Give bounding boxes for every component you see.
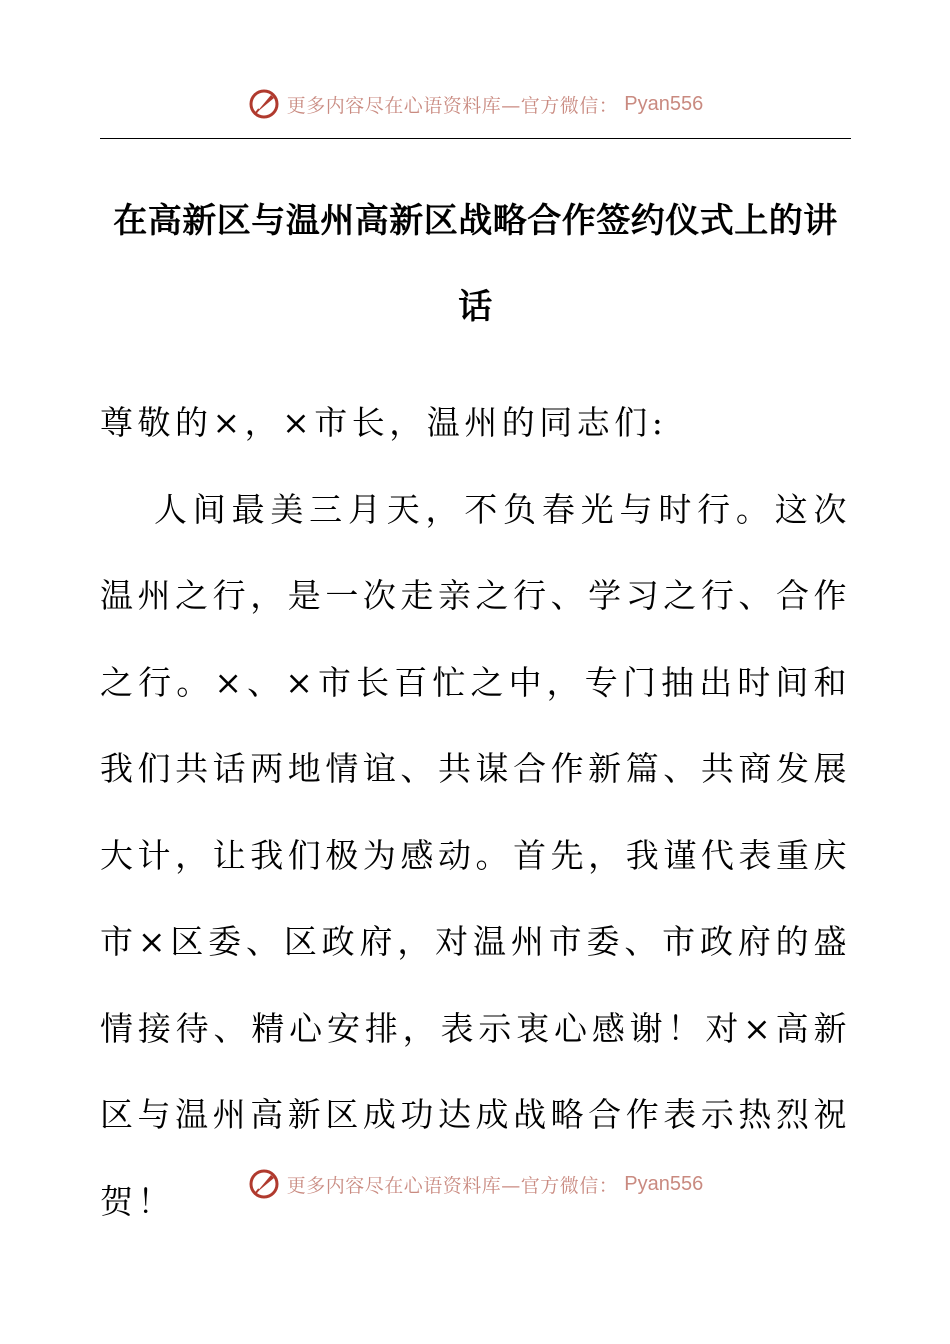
quill-logo-icon: [247, 1167, 281, 1201]
greeting-line: 尊敬的×，×市长，温州的同志们:: [100, 403, 668, 442]
watermark-wechat-id: Pyan556: [624, 1172, 704, 1195]
title-line-1: 在高新区与温州高新区战略合作签约仪式上的讲: [113, 201, 838, 241]
header-rule: [100, 138, 851, 139]
footer-watermark: [0, 1164, 950, 1204]
paragraph-1: 人间最美三月天，不负春光与时行。这次温州之行，是一次走亲之行、学习之行、合作之行。×、×市长百忙之中，专门抽出时间和我们共话两地情谊、共谋合作新篇、共商发展大计，让我们极为感动。首先，我谨代表重庆市×区委、区政府，对温州市委、市政府的盛情接待、精心安排，表示衷心感谢！对×高新区与温州高新区成功达成战略合作表示热烈祝贺！: [100, 489, 851, 1221]
header-watermark: [0, 84, 950, 124]
title-line-2: 话: [458, 287, 493, 327]
watermark-text: 更多内容尽在心语资料库—官方微信：: [286, 1174, 619, 1197]
watermark-text: 更多内容尽在心语资料库—官方微信：: [286, 94, 619, 117]
document-body: [100, 380, 851, 1245]
quill-logo-icon: [247, 87, 281, 121]
watermark-wechat-id: Pyan556: [624, 92, 704, 115]
document-title: [100, 190, 851, 350]
